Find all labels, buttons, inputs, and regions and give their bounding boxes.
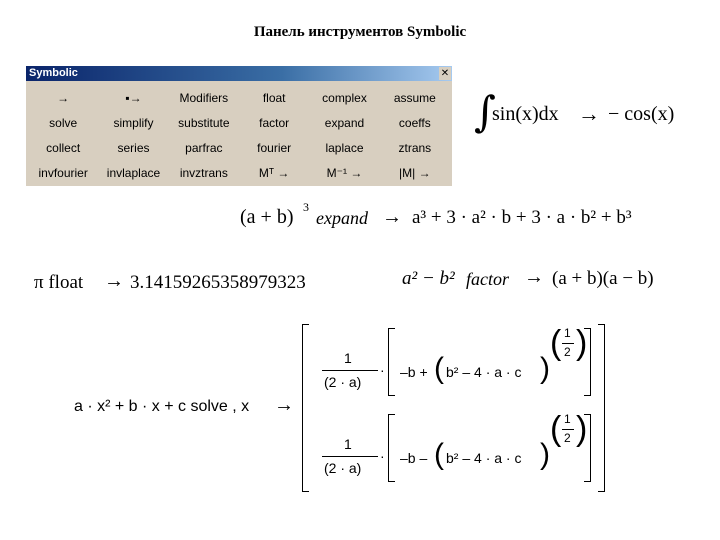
ztrans-button[interactable]: ztrans: [398, 140, 432, 155]
complex-button[interactable]: complex: [322, 90, 367, 105]
exponent-open-paren: (: [550, 324, 562, 362]
page-title: Панель инструментов Symbolic: [253, 24, 467, 40]
fourier-button[interactable]: fourier: [257, 140, 292, 155]
expand-lhs: (a + b): [240, 206, 294, 228]
inner-left-bracket: [388, 414, 395, 482]
expand-lhs-exponent: 3: [303, 200, 309, 214]
close-paren: ): [540, 438, 550, 471]
integral-rhs: − cos(x): [608, 103, 675, 125]
parfrac-button[interactable]: parfrac: [185, 140, 223, 155]
coeffs-button[interactable]: coeffs: [398, 115, 431, 130]
solve-example: [74, 322, 614, 494]
solve-lhs: a · x² + b · x + c solve , x: [74, 398, 250, 415]
factor-lhs: a² − b²: [402, 268, 455, 289]
multiply-dot: ·: [380, 362, 385, 378]
fraction-denominator: (2 · a): [324, 460, 362, 476]
solution-row-2: [318, 410, 594, 484]
float-rhs: 3.14159265358979323: [130, 272, 306, 293]
radicand: b² – 4 · a · c: [446, 450, 522, 466]
toolbar-button-grid: [28, 85, 450, 185]
assume-button[interactable]: assume: [393, 90, 436, 105]
arrow-icon: →: [104, 270, 124, 292]
arrow-icon: →: [274, 394, 294, 416]
arrow-icon: →: [524, 266, 544, 288]
expand-example: [240, 200, 680, 234]
exponent-denominator: 2: [564, 345, 571, 359]
fraction-numerator: 1: [344, 436, 352, 452]
symbolic-toolbar: [26, 66, 452, 186]
inverse-button[interactable]: M⁻¹ →: [326, 165, 363, 180]
row2-inner: –b –: [400, 450, 428, 466]
toolbar-titlebar[interactable]: [26, 66, 452, 81]
solve-button[interactable]: solve: [49, 115, 78, 130]
factor-rhs: (a + b)(a − b): [552, 268, 654, 289]
float-button[interactable]: float: [262, 90, 286, 105]
fraction-denominator: (2 · a): [324, 374, 362, 390]
open-paren: (: [434, 352, 444, 385]
fraction-numerator: 1: [344, 350, 352, 366]
invfourier-button[interactable]: invfourier: [38, 165, 88, 180]
collect-button[interactable]: collect: [46, 140, 81, 155]
invztrans-button[interactable]: invztrans: [179, 165, 228, 180]
exponent-fraction-line: [562, 429, 574, 430]
exponent-numerator: 1: [564, 412, 571, 426]
simplify-button[interactable]: simplify: [113, 115, 154, 130]
invlaplace-button[interactable]: invlaplace: [106, 165, 161, 180]
arrow-button[interactable]: →: [57, 90, 70, 105]
expand-keyword: expand: [316, 208, 368, 228]
inner-left-bracket: [388, 328, 395, 396]
expand-button[interactable]: expand: [324, 115, 365, 130]
modifiers-button[interactable]: Modifiers: [179, 90, 229, 105]
row1-inner: –b +: [400, 364, 428, 380]
toolbar-title: Symbolic: [29, 67, 78, 79]
matrix-left-bracket: [302, 324, 309, 492]
inner-right-bracket: [584, 328, 591, 396]
close-icon[interactable]: ✕: [440, 68, 450, 79]
exponent-denominator: 2: [564, 431, 571, 445]
open-paren: (: [434, 438, 444, 471]
exponent-fraction-line: [562, 343, 574, 344]
exponent-close-paren: ): [576, 410, 588, 448]
radicand: b² – 4 · a · c: [446, 364, 522, 380]
fraction-line: [322, 370, 378, 371]
inner-right-bracket: [584, 414, 591, 482]
close-paren: ): [540, 352, 550, 385]
solution-row-1: [318, 324, 594, 398]
matrix-right-bracket: [598, 324, 605, 492]
exponent-open-paren: (: [550, 410, 562, 448]
integral-example: [474, 87, 704, 136]
integral-lhs: sin(x)dx: [492, 103, 559, 125]
determinant-button[interactable]: |M| →: [399, 165, 431, 180]
series-button[interactable]: series: [117, 140, 150, 155]
substitute-button[interactable]: substitute: [178, 115, 230, 130]
float-lhs: π float: [34, 272, 84, 293]
exponent-numerator: 1: [564, 326, 571, 340]
factor-example: [402, 266, 702, 296]
arrow-icon: →: [382, 206, 402, 228]
factor-keyword: factor: [466, 269, 509, 289]
laplace-button[interactable]: laplace: [325, 140, 364, 155]
keyword-arrow-button[interactable]: ▪→: [125, 90, 142, 105]
multiply-dot: ·: [380, 448, 385, 464]
expand-rhs: a³ + 3 · a² · b + 3 · a · b² + b³: [412, 207, 632, 228]
fraction-line: [322, 456, 378, 457]
transpose-button[interactable]: Mᵀ →: [258, 165, 290, 180]
factor-button[interactable]: factor: [259, 115, 290, 130]
exponent-close-paren: ): [576, 324, 588, 362]
integral-sign-icon: ∫: [474, 87, 496, 136]
arrow-icon: →: [578, 101, 600, 126]
float-example: [34, 270, 324, 300]
